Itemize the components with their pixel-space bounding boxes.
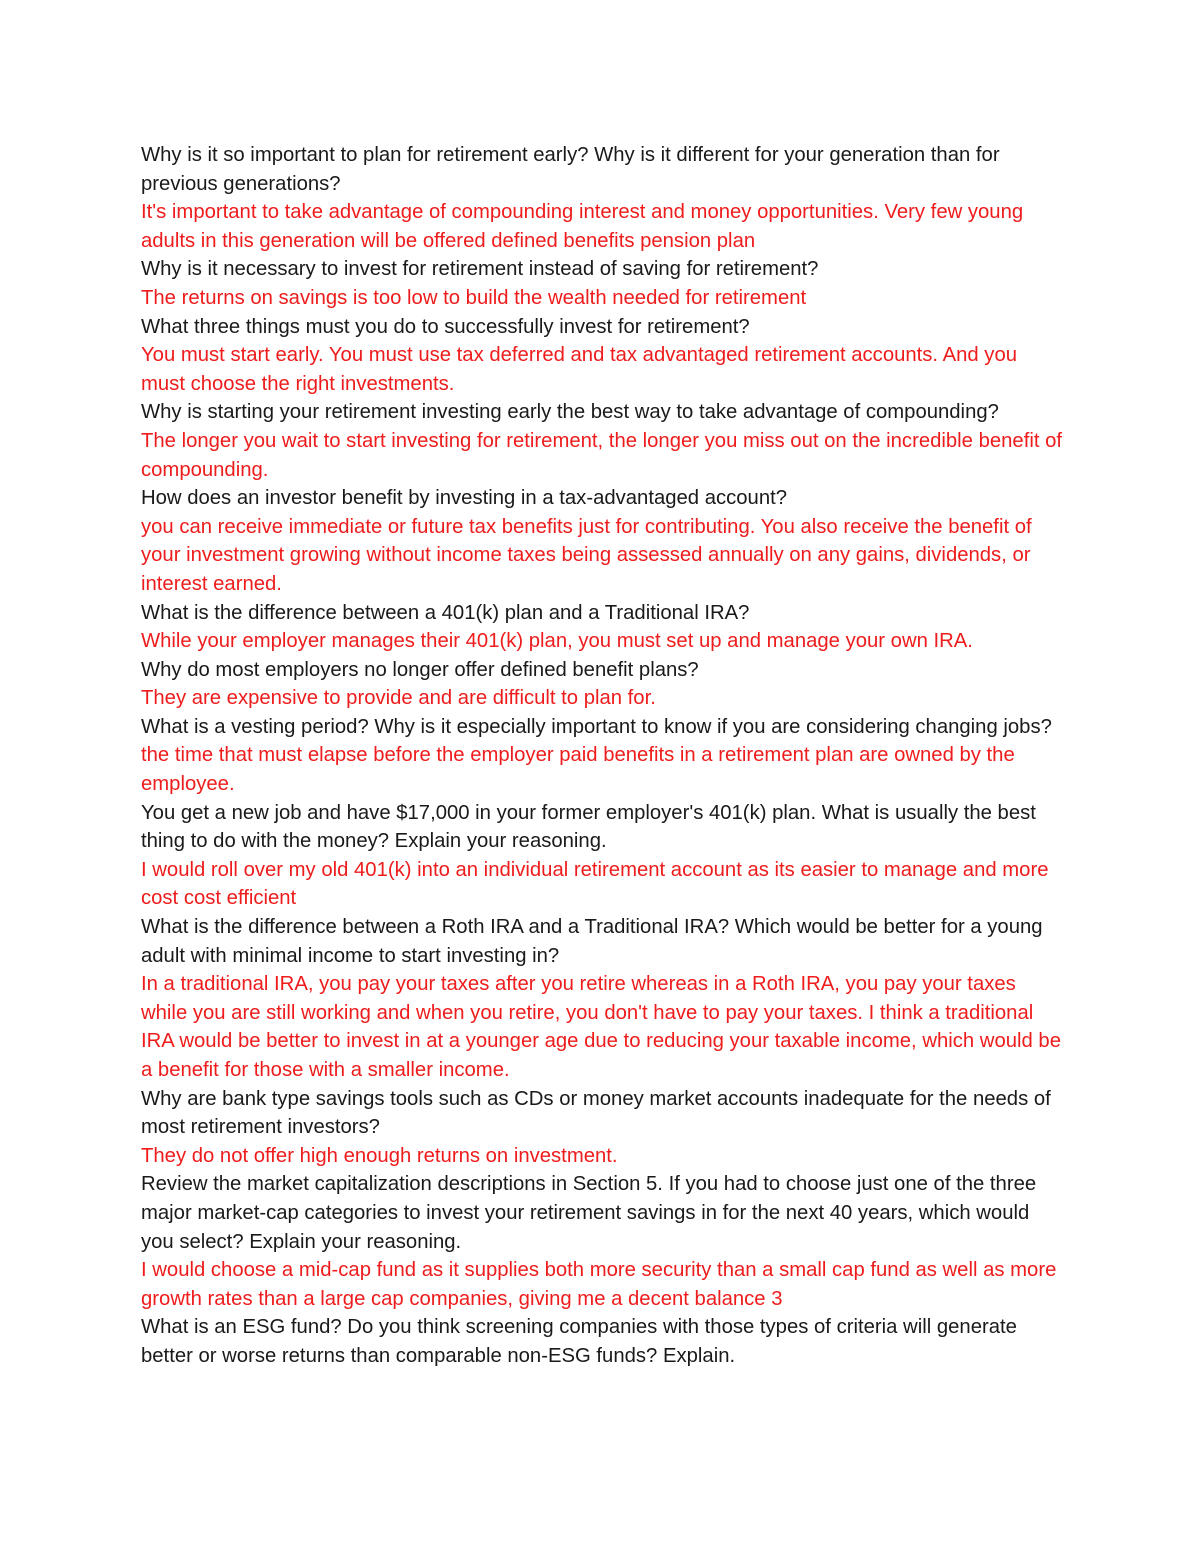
answer-1: It's important to take advantage of compounding interest and money opportunities. Very few young adults in this generation will be offered defined benefits pension plan xyxy=(141,201,1024,252)
question-2: Why is it necessary to invest for retirement instead of saving for retirement? xyxy=(141,258,819,281)
answer-10: In a traditional IRA, you pay your taxes after you retire whereas in a Roth IRA, you pay your taxes while you are still working and when you retire, you don't have to pay your taxes. I think a traditional IRA would be better to invest in at a younger age due to reducing your taxable income, which would be a benefit for those with a smaller income. xyxy=(141,973,1061,1081)
question-1: Why is it so important to plan for retirement early? Why is it different for your generation than for previous generations? xyxy=(141,144,1000,195)
question-8: What is a vesting period? Why is it especially important to know if you are considering changing jobs? xyxy=(141,715,1052,738)
answer-4: The longer you wait to start investing for retirement, the longer you miss out on the incredible benefit of compounding. xyxy=(141,429,1063,481)
question-10: What is the difference between a Roth IRA and a Traditional IRA? Which would be better for a young adult with minimal income to start investing in? xyxy=(141,916,1043,967)
document-page xyxy=(141,141,1066,1371)
question-3: What three things must you do to successfully invest for retirement? xyxy=(141,315,750,338)
answer-3: You must start early. You must use tax deferred and tax advantaged retirement accounts. And you must choose the right investments. xyxy=(141,344,1018,395)
answer-8: the time that must elapse before the employer paid benefits in a retirement plan are owned by the employee. xyxy=(141,744,1015,796)
answer-2: The returns on savings is too low to build the wealth needed for retirement xyxy=(141,286,807,309)
answer-9: I would roll over my old 401(k) into an individual retirement account as its easier to manage and more cost cost efficient xyxy=(141,858,1049,910)
answer-6: While your employer manages their 401(k) plan, you must set up and manage your own IRA. xyxy=(141,630,973,653)
question-11: Why are bank type savings tools such as CDs or money market accounts inadequate for the needs of most retirement investors? xyxy=(141,1087,1051,1139)
question-6: What is the difference between a 401(k) plan and a Traditional IRA? xyxy=(141,601,750,624)
question-7: Why do most employers no longer offer defined benefit plans? xyxy=(141,658,699,681)
question-4: Why is starting your retirement investing early the best way to take advantage of compounding? xyxy=(141,401,999,424)
question-12: Review the market capitalization descriptions in Section 5. If you had to choose just one of the three major market-cap categories to invest your retirement savings in for the next 40 years, which would you select? Explain your reasoning. xyxy=(141,1173,1037,1253)
question-13: What is an ESG fund? Do you think screening companies with those types of criteria will generate better or worse returns than comparable non-ESG funds? Explain. xyxy=(141,1316,1017,1367)
question-5: How does an investor benefit by investing in a tax-advantaged account? xyxy=(141,487,788,510)
question-9: You get a new job and have $17,000 in your former employer's 401(k) plan. What is usually the best thing to do with the money? Explain your reasoning. xyxy=(141,801,1036,853)
answer-11: They do not offer high enough returns on investment. xyxy=(141,1144,618,1167)
answer-12: I would choose a mid-cap fund as it supplies both more security than a small cap fund as well as more growth rates than a large cap companies, giving me a decent balance 3 xyxy=(141,1259,1057,1310)
answer-5: you can receive immediate or future tax benefits just for contributing. You also receive the benefit of your investment growing without income taxes being assessed annually on any gains, dividends, or interest earned. xyxy=(141,515,1032,595)
answer-7: They are expensive to provide and are difficult to plan for. xyxy=(141,687,656,710)
